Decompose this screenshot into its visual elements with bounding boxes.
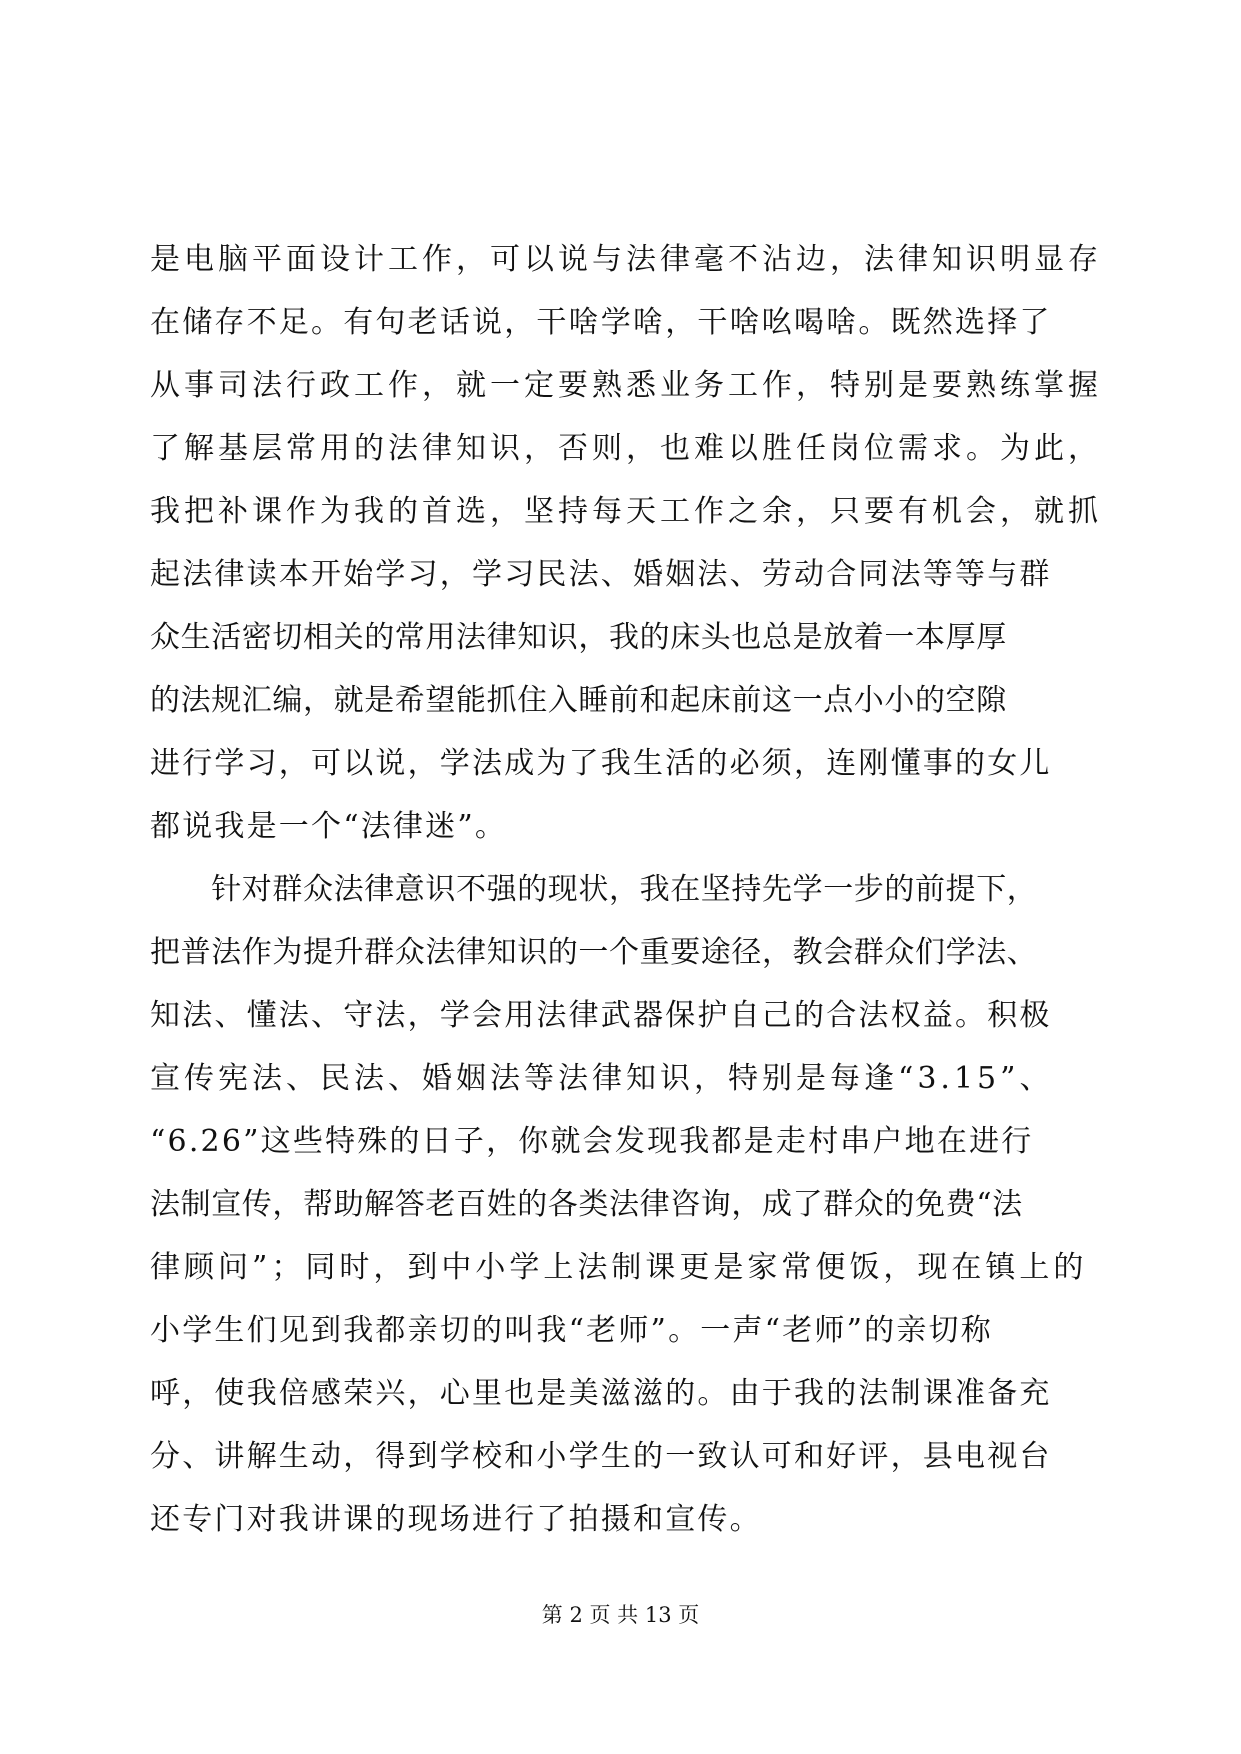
text-line: 法制宣传，帮助解答老百姓的各类法律咨询，成了群众的免费“法 xyxy=(150,1187,1023,1222)
text-line: 从事司法行政工作，就一定要熟悉业务工作，特别是要熟练掌握 xyxy=(150,368,1102,403)
text-line: 起法律读本开始学习，学习民法、婚姻法、劳动合同法等等与群 xyxy=(150,557,1052,592)
text-line: 小学生们见到我都亲切的叫我“老师”。一声“老师”的亲切称 xyxy=(150,1313,993,1348)
text-line: 宣传宪法、民法、婚姻法等法律知识，特别是每逢“3.15”、 xyxy=(150,1061,1054,1096)
text-line: 进行学习，可以说，学法成为了我生活的必须，连刚懂事的女儿 xyxy=(150,746,1052,781)
text-line: 我把补课作为我的首选，坚持每天工作之余，只要有机会，就抓 xyxy=(150,494,1102,529)
text-line: “6.26”这些特殊的日子，你就会发现我都是走村串户地在进行 xyxy=(150,1124,1034,1159)
text-line: 呼，使我倍感荣兴，心里也是美滋滋的。由于我的法制课准备充 xyxy=(150,1376,1052,1411)
body-text xyxy=(150,228,1102,1551)
text-line: 把普法作为提升群众法律知识的一个重要途径，教会群众们学法、 xyxy=(150,935,1038,970)
text-line: 是电脑平面设计工作，可以说与法律毫不沾边，法律知识明显存 xyxy=(150,242,1102,277)
text-line: 的法规汇编，就是希望能抓住入睡前和起床前这一点小小的空隙 xyxy=(150,683,1007,718)
text-line: 分、讲解生动，得到学校和小学生的一致认可和好评，县电视台 xyxy=(150,1439,1052,1474)
page-number-footer: 第 2 页 共 13 页 xyxy=(541,1603,700,1627)
text-line: 了解基层常用的法律知识，否则，也难以胜任岗位需求。为此， xyxy=(150,431,1102,466)
text-line: 都说我是一个“法律迷”。 xyxy=(150,809,508,844)
text-line: 还专门对我讲课的现场进行了拍摄和宣传。 xyxy=(150,1502,762,1537)
text-line: 在储存不足。有句老话说，干啥学啥，干啥吆喝啥。既然选择了 xyxy=(150,305,1052,340)
text-line: 针对群众法律意识不强的现状，我在坚持先学一步的前提下， xyxy=(150,872,1038,907)
text-line: 众生活密切相关的常用法律知识，我的床头也总是放着一本厚厚 xyxy=(150,620,1007,655)
text-line: 律顾问”；同时，到中小学上法制课更是家常便饭，现在镇上的 xyxy=(150,1250,1088,1285)
text-line: 知法、懂法、守法，学会用法律武器保护自己的合法权益。积极 xyxy=(150,998,1052,1033)
